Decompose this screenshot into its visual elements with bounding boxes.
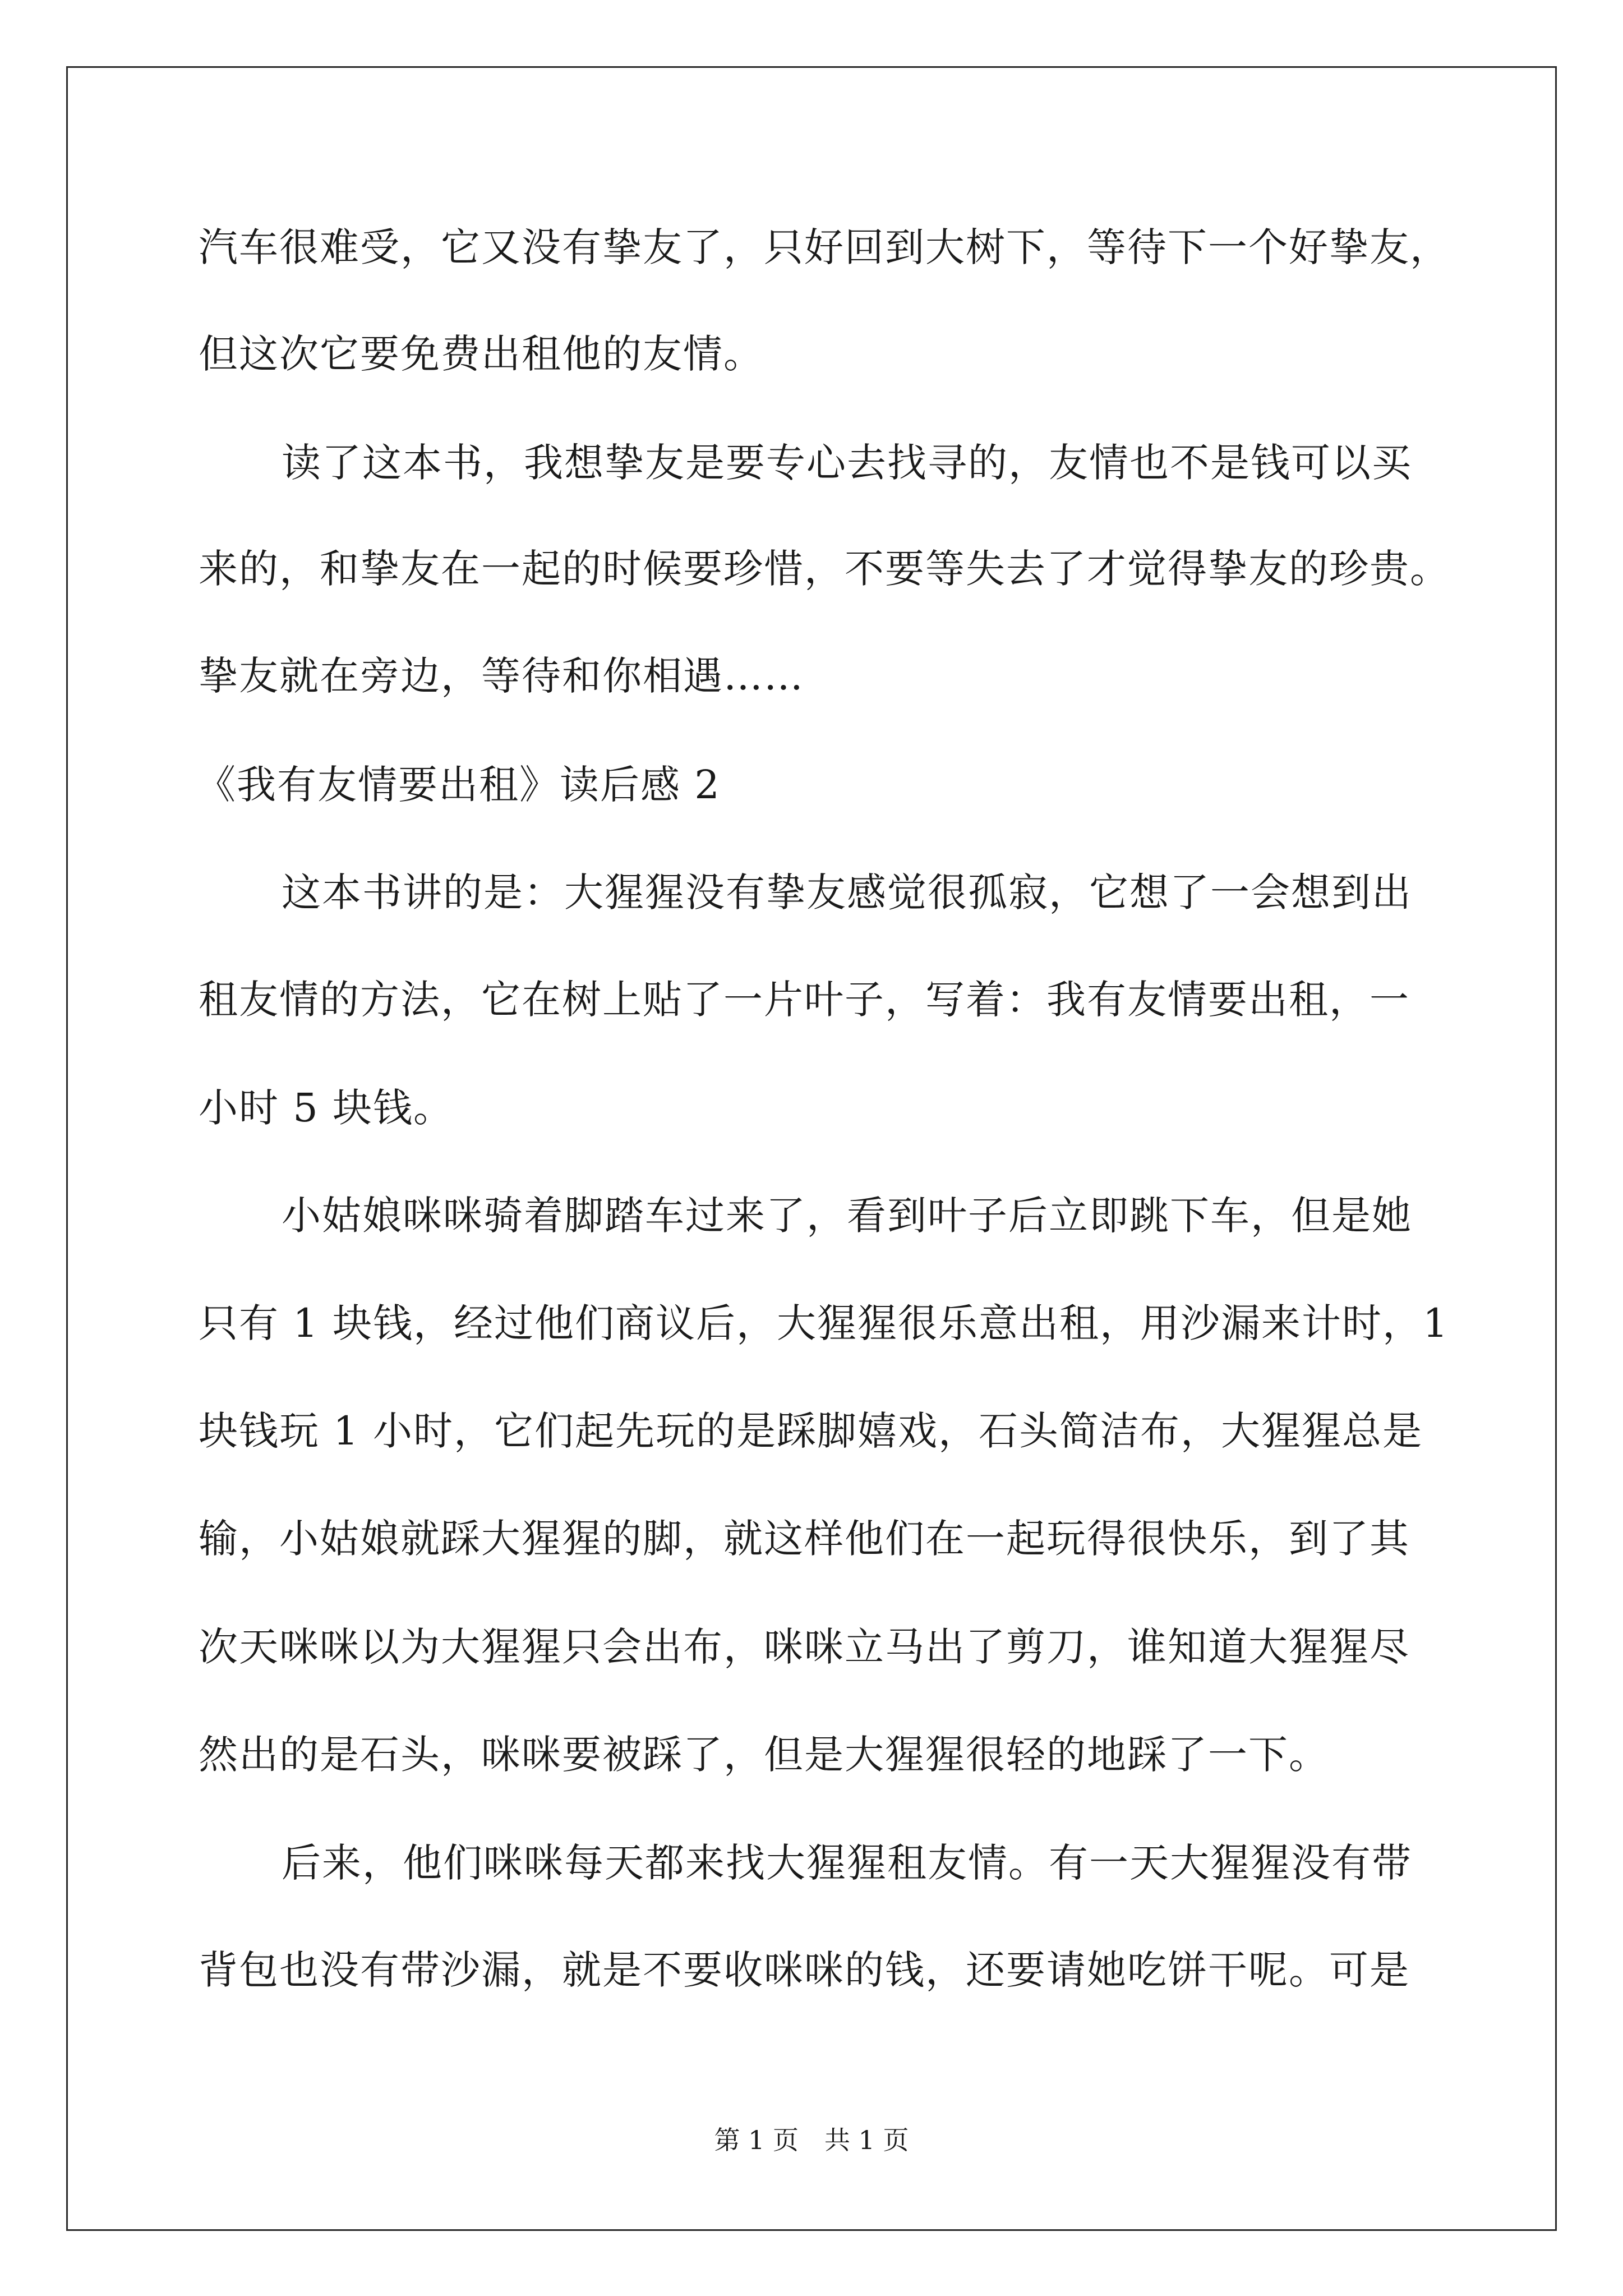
text-line: 来的，和挚友在一起的时候要珍惜，不要等失去了才觉得挚友的珍贵。: [199, 546, 1450, 592]
paragraph-start-line: 后来，他们咪咪每天都来找大猩猩租友情。有一天大猩猩没有带: [282, 1840, 1412, 1886]
section-heading: 《我有友情要出租》读后感 2: [196, 762, 721, 808]
text-line: 但这次它要免费出租他的友情。: [199, 331, 764, 377]
text-line: 次天咪咪以为大猩猩只会出布，咪咪立马出了剪刀，谁知道大猩猩尽: [199, 1624, 1410, 1670]
page-border: [66, 66, 1557, 2231]
paragraph-start-line: 读了这本书，我想挚友是要专心去找寻的，友情也不是钱可以买: [282, 440, 1412, 486]
text-line: 挚友就在旁边，等待和你相遇……: [199, 653, 804, 699]
paragraph-start-line: 这本书讲的是：大猩猩没有挚友感觉很孤寂，它想了一会想到出: [282, 869, 1412, 915]
text-line: 租友情的方法，它在树上贴了一片叶子，写着：我有友情要出租，一: [199, 977, 1410, 1023]
text-line: 只有 1 块钱，经过他们商议后，大猩猩很乐意出租，用沙漏来计时，1: [199, 1300, 1449, 1346]
text-line: 块钱玩 1 小时，它们起先玩的是踩脚嬉戏，石头简洁布，大猩猩总是: [199, 1408, 1423, 1454]
paragraph-start-line: 小姑娘咪咪骑着脚踏车过来了，看到叶子后立即跳下车，但是她: [282, 1193, 1412, 1239]
text-line: 输，小姑娘就踩大猩猩的脚，就这样他们在一起玩得很快乐，到了其: [199, 1516, 1410, 1562]
text-line: 然出的是石头，咪咪要被踩了，但是大猩猩很轻的地踩了一下。: [199, 1732, 1329, 1778]
text-line: 背包也没有带沙漏，就是不要收咪咪的钱，还要请她吃饼干呢。可是: [199, 1947, 1410, 1993]
text-line: 小时 5 块钱。: [199, 1085, 454, 1131]
text-line: 汽车很难受，它又没有挚友了，只好回到大树下，等待下一个好挚友，: [199, 224, 1450, 270]
page-footer: 第 1 页 共 1 页: [714, 2125, 909, 2155]
